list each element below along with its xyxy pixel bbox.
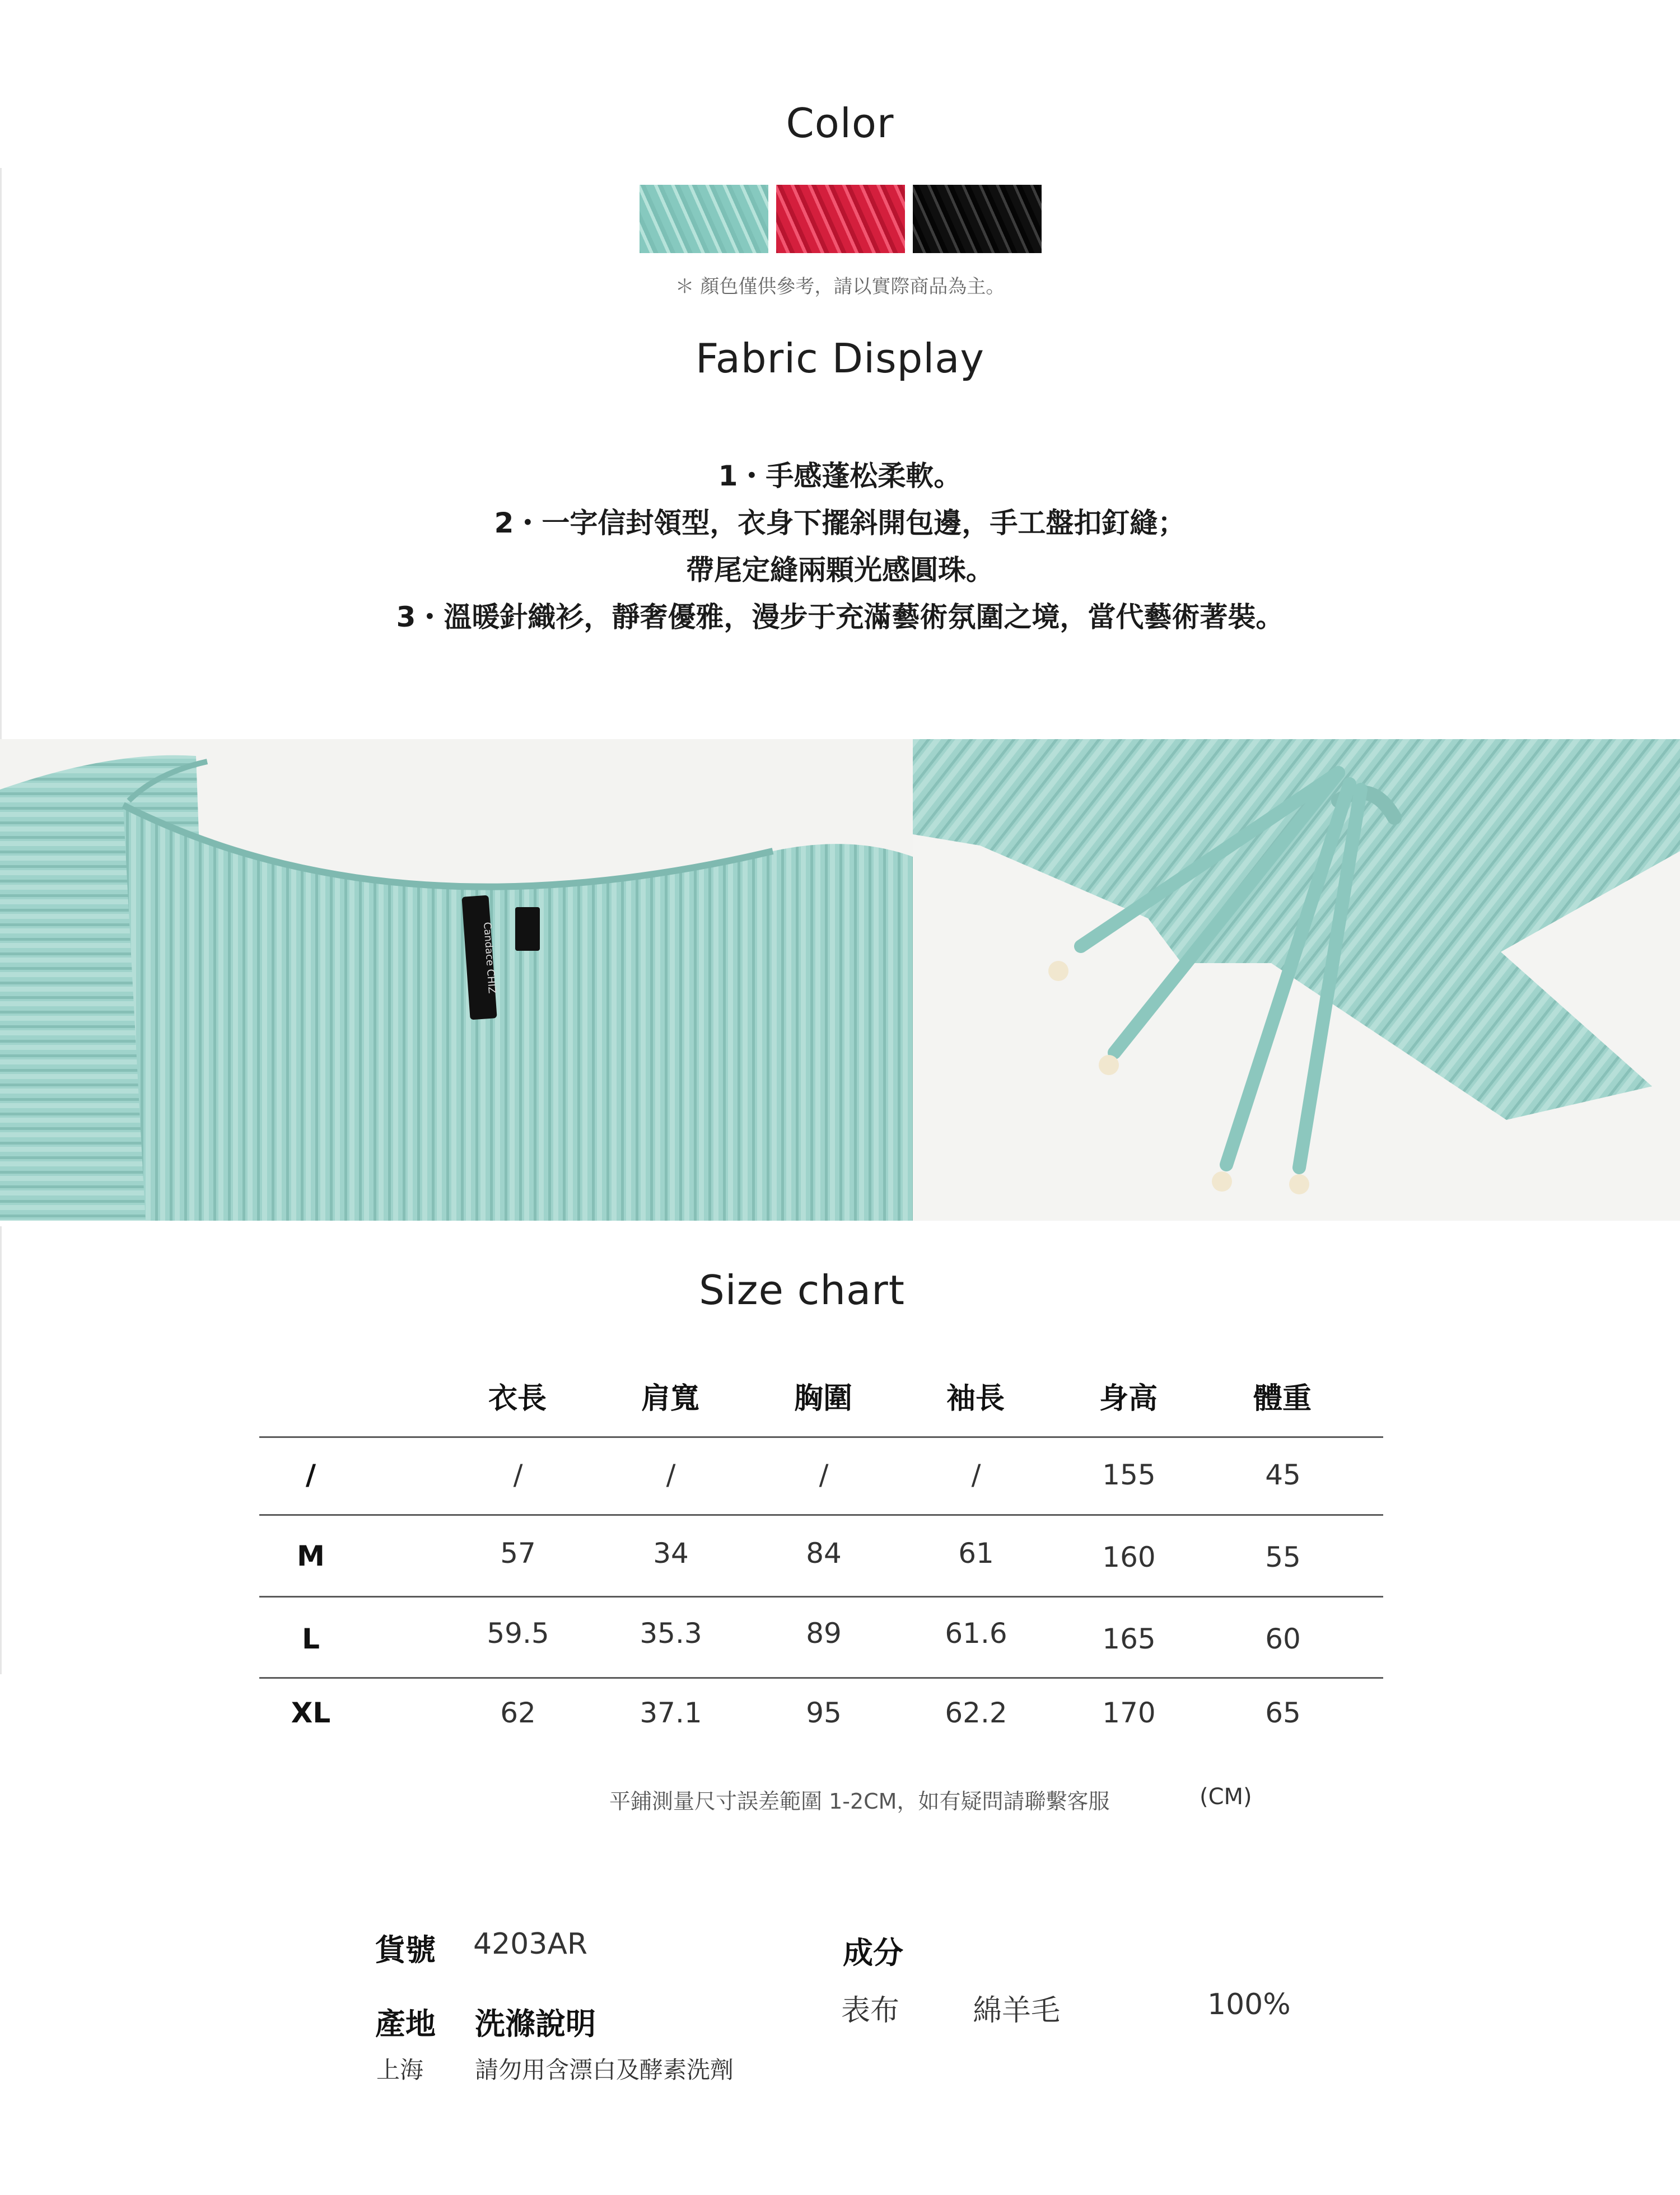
swatch-black [913,185,1042,253]
table-cell: / [513,1459,523,1491]
composition-part: 表布 [841,1994,900,2028]
table-divider [259,1677,1383,1679]
table-cell: 165 [1102,1623,1156,1655]
table-cell: 95 [806,1697,842,1729]
origin-label: 產地 [375,2006,436,2042]
col-header-sleeve: 袖長 [946,1382,1005,1416]
table-cell: 37.1 [640,1697,702,1729]
item-number: 4203AR [473,1927,588,1961]
swatch-red [776,185,905,253]
col-header-chest: 胸圍 [794,1382,853,1416]
table-cell: 61 [958,1537,994,1570]
table-cell: 45 [1265,1459,1301,1491]
composition-label: 成分 [843,1935,903,1970]
size-chart-title: Size chart [699,1267,905,1314]
wash-label: 洗滌說明 [475,2006,596,2042]
table-divider [259,1436,1383,1438]
table-cell: / [819,1459,829,1491]
table-cell: 60 [1265,1623,1301,1655]
table-cell: 61.6 [945,1617,1007,1650]
col-header-height: 身高 [1099,1382,1158,1416]
photo-hem-detail [913,739,1680,1221]
row-size-label: XL [291,1697,331,1729]
feature-2: 2・一字信封領型，衣身下擺斜開包邊，手工盤扣釘縫； [494,507,1186,539]
feature-2b: 帶尾定縫兩顆光感圓珠。 [686,554,994,586]
size-unit: (CM) [1200,1784,1252,1810]
feature-list [0,452,1680,641]
table-cell: 57 [500,1537,536,1570]
fabric-title: Fabric Display [695,335,985,382]
table-cell: 160 [1102,1541,1156,1573]
table-cell: / [666,1459,676,1491]
table-cell: 62.2 [945,1697,1007,1729]
table-cell: 34 [653,1537,689,1570]
col-header-weight: 體重 [1253,1382,1312,1416]
feature-1: 1・手感蓬松柔軟。 [718,460,962,492]
table-divider [259,1514,1383,1516]
neckline-image [0,739,913,1221]
col-header-length: 衣長 [488,1382,547,1416]
hem-image [913,739,1680,1221]
wash-value: 請勿用含漂白及酵素洗劑 [475,2056,734,2084]
composition-percent: 100% [1207,1988,1291,2021]
table-cell: / [971,1459,981,1491]
size-note: 平鋪測量尺寸誤差範圍 1-2CM，如有疑問請聯繫客服 [609,1789,1110,1814]
brand-label-text: Candace CHIZ [481,921,498,994]
composition-material: 綿羊毛 [973,1994,1061,2028]
swatch-mint [640,185,768,253]
table-cell: 89 [806,1617,842,1650]
table-cell: 59.5 [487,1617,549,1650]
table-cell: 55 [1265,1541,1301,1573]
table-divider [259,1596,1383,1598]
row-size-label: L [302,1623,320,1655]
table-cell: 35.3 [640,1617,702,1650]
row-size-label: / [305,1459,316,1491]
item-number-label: 貨號 [375,1932,436,1968]
table-cell: 65 [1265,1697,1301,1729]
table-cell: 155 [1102,1459,1156,1491]
color-note: ＊ 顏色僅供參考，請以實際商品為主。 [675,275,1005,298]
feature-3: 3・溫暖針織衫，靜奢優雅，漫步于充滿藝術氛圍之境，當代藝術著裝。 [396,601,1284,633]
col-header-shoulder: 肩寬 [641,1382,700,1416]
table-cell: 170 [1102,1697,1156,1729]
table-cell: 62 [500,1697,536,1729]
table-cell: 84 [806,1537,842,1570]
origin-value: 上海 [376,2056,424,2084]
photo-neckline [0,739,913,1221]
color-title: Color [786,100,894,147]
row-size-label: M [297,1540,325,1572]
